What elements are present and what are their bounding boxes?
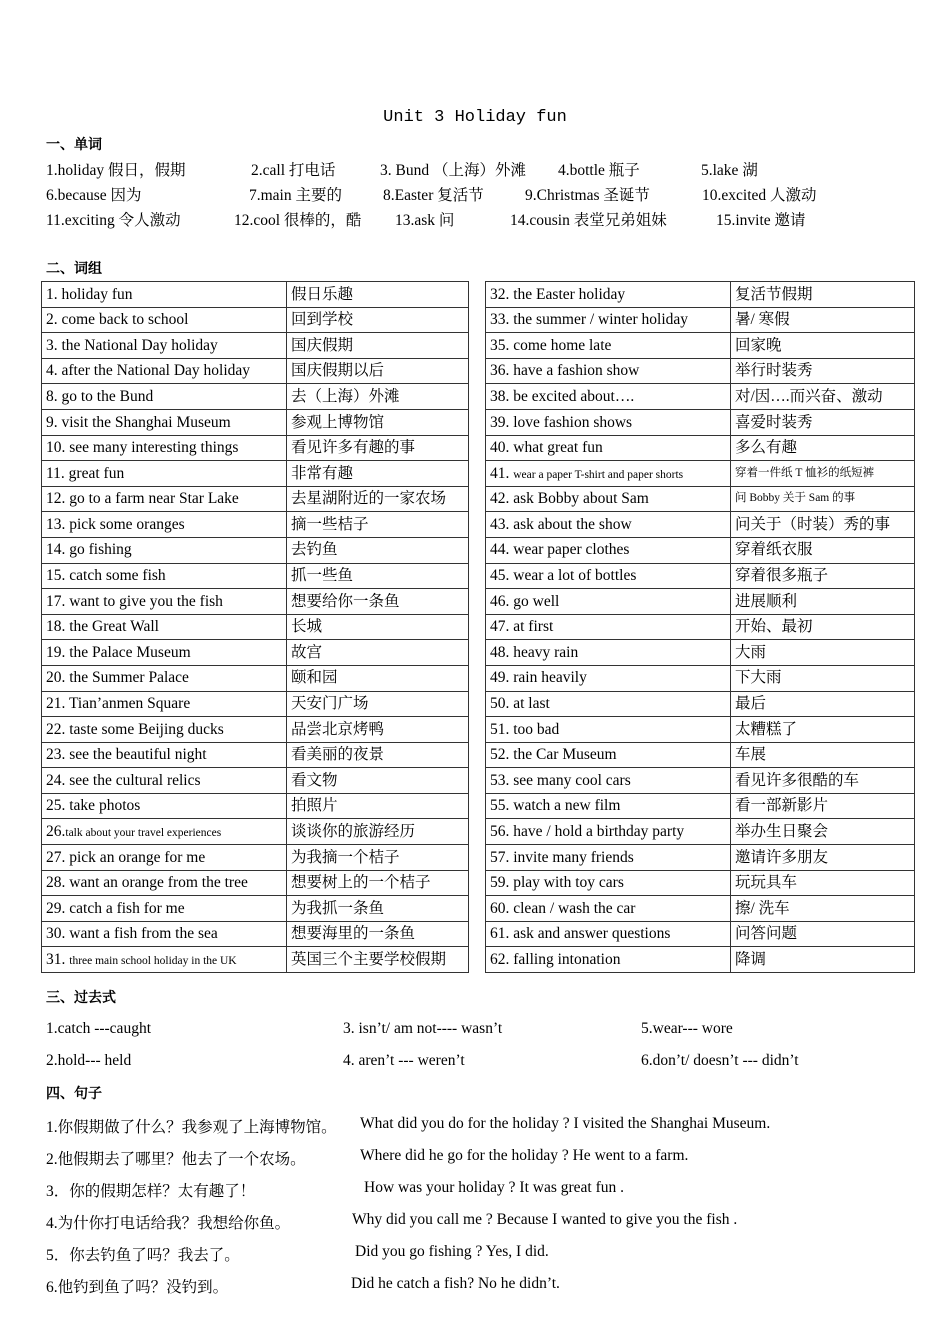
- phrase-row: [42, 793, 469, 819]
- sentence-zh: 2.他假期去了哪里？他去了一个农场。: [46, 1151, 306, 1168]
- phrase-en: 55. watch a new film: [486, 793, 731, 819]
- phrase-zh: 英国三个主要学校假期: [287, 947, 469, 973]
- phrase-row: [42, 358, 469, 384]
- phrase-zh: 穿着一件纸 T 恤衫的纸短裤: [731, 461, 915, 487]
- phrase-zh: 车展: [731, 742, 915, 768]
- phrase-row: [42, 512, 469, 538]
- phrase-en: 18. the Great Wall: [42, 614, 287, 640]
- phrase-zh: 想要海里的一条鱼: [287, 921, 469, 947]
- phrase-en: 36. have a fashion show: [486, 358, 731, 384]
- phrase-en: 62. falling intonation: [486, 947, 731, 973]
- sentence-row: [46, 1115, 771, 1137]
- phrase-zh: 为我摘一个桔子: [287, 845, 469, 871]
- phrase-en: 42. ask Bobby about Sam: [486, 486, 731, 512]
- past-tense-item: 3. isn’t/ am not---- wasn’t: [343, 1020, 503, 1037]
- phrase-row: [486, 486, 915, 512]
- phrase-zh: 长城: [287, 614, 469, 640]
- phrase-row: [486, 717, 915, 743]
- past-tense-item: 2.hold--- held: [46, 1052, 132, 1069]
- phrase-zh: 问答问题: [731, 921, 915, 947]
- phrase-row: [486, 640, 915, 666]
- phrase-zh: 看见许多很酷的车: [731, 768, 915, 794]
- past-tense-item: 6.don’t/ doesn’t --- didn’t: [641, 1052, 799, 1069]
- phrase-en: 43. ask about the show: [486, 512, 731, 538]
- phrase-en: 19. the Palace Museum: [42, 640, 287, 666]
- phrase-table-left: [41, 281, 469, 973]
- phrase-zh: 举办生日聚会: [731, 819, 915, 845]
- phrase-row: [486, 563, 915, 589]
- phrase-en: 35. come home late: [486, 333, 731, 359]
- phrase-row: [42, 845, 469, 871]
- phrase-en: 10. see many interesting things: [42, 435, 287, 461]
- phrase-row: [486, 768, 915, 794]
- phrase-row: [486, 384, 915, 410]
- phrase-zh: 为我抓一条鱼: [287, 896, 469, 922]
- phrase-en: 20. the Summer Palace: [42, 665, 287, 691]
- phrase-zh: 参观上博物馆: [287, 409, 469, 435]
- phrase-row: [42, 640, 469, 666]
- phrase-en: 3. the National Day holiday: [42, 333, 287, 359]
- phrase-en: 28. want an orange from the tree: [42, 870, 287, 896]
- phrase-row: [486, 947, 915, 973]
- phrase-en: 39. love fashion shows: [486, 409, 731, 435]
- phrase-zh: 降调: [731, 947, 915, 973]
- phrase-text: wear a paper T-shirt and paper shorts: [513, 468, 684, 481]
- phrase-zh: 摘一些桔子: [287, 512, 469, 538]
- phrase-number: 31.: [46, 950, 70, 968]
- phrase-row: [486, 870, 915, 896]
- phrase-en: [42, 819, 287, 845]
- phrase-zh: 品尝北京烤鸭: [287, 717, 469, 743]
- phrase-zh: 进展顺利: [731, 589, 915, 615]
- phrase-row: [42, 589, 469, 615]
- phrase-en: 17. want to give you the fish: [42, 589, 287, 615]
- phrase-en: 8. go to the Bund: [42, 384, 287, 410]
- sentence-zh: 3．你的假期怎样？太有趣了！: [46, 1183, 256, 1200]
- phrase-en: 22. taste some Beijing ducks: [42, 717, 287, 743]
- phrase-row: [486, 307, 915, 333]
- past-tense-item: 5.wear--- wore: [641, 1020, 733, 1037]
- vocab-item: 13.ask 问: [395, 212, 455, 229]
- phrase-zh: 开始、最初: [731, 614, 915, 640]
- phrase-row: [42, 717, 469, 743]
- phrase-zh: 回到学校: [287, 307, 469, 333]
- past-tense-item: 4. aren’t --- weren’t: [343, 1052, 465, 1069]
- phrase-row: [486, 614, 915, 640]
- phrase-zh: 国庆假期以后: [287, 358, 469, 384]
- phrase-zh: 非常有趣: [287, 461, 469, 487]
- phrase-row: [486, 921, 915, 947]
- phrase-row: [42, 435, 469, 461]
- phrase-en: 38. be excited about….: [486, 384, 731, 410]
- past-tense-item: 1.catch ---caught: [46, 1020, 151, 1037]
- phrase-en: 13. pick some oranges: [42, 512, 287, 538]
- phrase-en: 25. take photos: [42, 793, 287, 819]
- vocab-item: 4.bottle 瓶子: [558, 162, 640, 179]
- phrase-row: [42, 870, 469, 896]
- phrase-row: [486, 537, 915, 563]
- phrase-en: 15. catch some fish: [42, 563, 287, 589]
- vocab-item: 1.holiday 假日，假期: [46, 162, 186, 179]
- phrase-zh: 去钓鱼: [287, 537, 469, 563]
- phrase-row: [42, 819, 469, 845]
- phrase-row: [42, 742, 469, 768]
- phrase-row: [42, 486, 469, 512]
- phrase-zh: 穿着纸衣服: [731, 537, 915, 563]
- phrase-zh: 看一部新影片: [731, 793, 915, 819]
- phrase-text: three main school holiday in the UK: [69, 954, 237, 967]
- phrase-zh: 抓一些鱼: [287, 563, 469, 589]
- phrase-en: 52. the Car Museum: [486, 742, 731, 768]
- phrase-zh: 复活节假期: [731, 282, 915, 308]
- phrase-en: 57. invite many friends: [486, 845, 731, 871]
- phrase-en: 21. Tian’anmen Square: [42, 691, 287, 717]
- phrase-number: 26.: [46, 823, 66, 841]
- phrase-zh: 天安门广场: [287, 691, 469, 717]
- phrase-row: [42, 921, 469, 947]
- phrase-en: 9. visit the Shanghai Museum: [42, 409, 287, 435]
- phrase-number: 41.: [490, 464, 514, 482]
- page-title: Unit 3 Holiday fun: [383, 108, 567, 127]
- phrase-row: [486, 845, 915, 871]
- phrase-row: [486, 819, 915, 845]
- phrase-en: 60. clean / wash the car: [486, 896, 731, 922]
- phrase-zh: 喜爱时装秀: [731, 409, 915, 435]
- phrase-en: 45. wear a lot of bottles: [486, 563, 731, 589]
- phrase-row: [42, 409, 469, 435]
- phrase-zh: 邀请许多朋友: [731, 845, 915, 871]
- phrase-row: [486, 793, 915, 819]
- sentence-en: Where did he go for the holiday ? He went to a farm.: [360, 1147, 689, 1164]
- phrase-zh: 去（上海）外滩: [287, 384, 469, 410]
- sentence-row: [46, 1275, 560, 1297]
- phrase-zh: 玩玩具车: [731, 870, 915, 896]
- phrase-zh: 国庆假期: [287, 333, 469, 359]
- vocab-item: 7.main 主要的: [249, 187, 342, 204]
- phrase-zh: 想要树上的一个桔子: [287, 870, 469, 896]
- phrase-zh: 想要给你一条鱼: [287, 589, 469, 615]
- phrase-row: [42, 282, 469, 308]
- phrase-row: [486, 358, 915, 384]
- phrase-en: 56. have / hold a birthday party: [486, 819, 731, 845]
- phrase-zh: 对/因….而兴奋、激动: [731, 384, 915, 410]
- phrase-row: [486, 282, 915, 308]
- vocab-item: 3. Bund （上海）外滩: [380, 162, 526, 179]
- phrase-zh: 下大雨: [731, 665, 915, 691]
- phrase-zh: 问 Bobby 关于 Sam 的事: [731, 486, 915, 512]
- phrase-en: 33. the summer / winter holiday: [486, 307, 731, 333]
- phrase-en: [486, 461, 731, 487]
- sentence-zh: 4.为什你打电话给我？我想给你鱼。: [46, 1215, 291, 1232]
- vocab-item: 15.invite 邀请: [716, 212, 806, 229]
- vocab-item: 12.cool 很棒的，酷: [234, 212, 362, 229]
- phrase-en: 46. go well: [486, 589, 731, 615]
- vocab-item: 10.excited 人激动: [702, 187, 817, 204]
- phrase-row: [42, 384, 469, 410]
- phrase-table-right: [485, 281, 915, 973]
- phrase-zh: 举行时装秀: [731, 358, 915, 384]
- phrase-row: [42, 947, 469, 973]
- phrase-row: [42, 665, 469, 691]
- section-heading-sentences: 四、句子: [46, 1086, 102, 1102]
- phrase-zh: 回家晚: [731, 333, 915, 359]
- sentence-row: [46, 1147, 689, 1169]
- vocab-item: 11.exciting 令人激动: [46, 212, 181, 229]
- phrase-zh: 颐和园: [287, 665, 469, 691]
- sentence-en: Why did you call me ? Because I wanted to give you the fish .: [352, 1211, 738, 1228]
- vocab-item: 9.Christmas 圣诞节: [525, 187, 650, 204]
- phrase-row: [42, 307, 469, 333]
- phrase-row: [486, 691, 915, 717]
- phrase-row: [486, 333, 915, 359]
- vocab-item: 2.call 打电话: [251, 162, 336, 179]
- vocab-item: 14.cousin 表堂兄弟姐妹: [510, 212, 667, 229]
- phrase-zh: 故宫: [287, 640, 469, 666]
- phrase-zh: 太糟糕了: [731, 717, 915, 743]
- phrase-row: [42, 691, 469, 717]
- phrase-row: [486, 409, 915, 435]
- phrase-zh: 看见许多有趣的事: [287, 435, 469, 461]
- phrase-row: [486, 665, 915, 691]
- vocab-item: 5.lake 湖: [701, 162, 758, 179]
- phrase-zh: 大雨: [731, 640, 915, 666]
- phrase-en: 44. wear paper clothes: [486, 537, 731, 563]
- phrase-zh: 谈谈你的旅游经历: [287, 819, 469, 845]
- phrase-row: [42, 896, 469, 922]
- section-heading-past-tense: 三、过去式: [46, 990, 116, 1006]
- sentence-row: [46, 1179, 624, 1201]
- phrase-zh: 假日乐趣: [287, 282, 469, 308]
- section-heading-phrases: 二、词组: [46, 261, 102, 277]
- phrase-row: [42, 461, 469, 487]
- phrase-row: [486, 435, 915, 461]
- phrase-row: [42, 333, 469, 359]
- phrase-en: 32. the Easter holiday: [486, 282, 731, 308]
- phrase-en: 40. what great fun: [486, 435, 731, 461]
- phrase-en: [42, 947, 287, 973]
- phrase-en: 14. go fishing: [42, 537, 287, 563]
- phrase-en: 12. go to a farm near Star Lake: [42, 486, 287, 512]
- sentence-row: [46, 1243, 549, 1265]
- phrase-en: 50. at last: [486, 691, 731, 717]
- phrase-row: [42, 537, 469, 563]
- sentence-en: How was your holiday ? It was great fun .: [364, 1179, 624, 1196]
- sentence-zh: 6.他钓到鱼了吗？没钓到。: [46, 1279, 229, 1296]
- phrase-en: 48. heavy rain: [486, 640, 731, 666]
- vocab-item: 6.because 因为: [46, 187, 142, 204]
- phrase-zh: 问关于（时装）秀的事: [731, 512, 915, 538]
- phrase-en: 24. see the cultural relics: [42, 768, 287, 794]
- phrase-zh: 多么有趣: [731, 435, 915, 461]
- vocab-item: 8.Easter 复活节: [383, 187, 484, 204]
- phrase-zh: 看文物: [287, 768, 469, 794]
- phrase-en: 11. great fun: [42, 461, 287, 487]
- phrase-row: [42, 614, 469, 640]
- sentence-zh: 1.你假期做了什么？我参观了上海博物馆。: [46, 1119, 337, 1136]
- phrase-zh: 最后: [731, 691, 915, 717]
- phrase-en: 2. come back to school: [42, 307, 287, 333]
- phrase-en: 53. see many cool cars: [486, 768, 731, 794]
- phrase-en: 30. want a fish from the sea: [42, 921, 287, 947]
- phrase-zh: 拍照片: [287, 793, 469, 819]
- sentence-zh: 5．你去钓鱼了吗？我去了。: [46, 1247, 240, 1264]
- phrase-en: 51. too bad: [486, 717, 731, 743]
- phrase-zh: 穿着很多瓶子: [731, 563, 915, 589]
- section-heading-words: 一、单词: [46, 137, 102, 153]
- phrase-row: [486, 742, 915, 768]
- sentence-en: Did you go fishing ? Yes, I did.: [355, 1243, 549, 1260]
- phrase-en: 59. play with toy cars: [486, 870, 731, 896]
- phrase-en: 27. pick an orange for me: [42, 845, 287, 871]
- phrase-en: 1. holiday fun: [42, 282, 287, 308]
- phrase-en: 47. at first: [486, 614, 731, 640]
- phrase-en: 23. see the beautiful night: [42, 742, 287, 768]
- phrase-row: [42, 768, 469, 794]
- phrase-row: [486, 512, 915, 538]
- phrase-row: [486, 589, 915, 615]
- phrase-row: [42, 563, 469, 589]
- phrase-text: talk about your travel experiences: [65, 827, 222, 840]
- phrase-en: 61. ask and answer questions: [486, 921, 731, 947]
- phrase-en: 29. catch a fish for me: [42, 896, 287, 922]
- phrase-row: [486, 461, 915, 487]
- phrase-row: [486, 896, 915, 922]
- phrase-en: 4. after the National Day holiday: [42, 358, 287, 384]
- sentence-row: [46, 1211, 738, 1233]
- phrase-zh: 擦/ 洗车: [731, 896, 915, 922]
- phrase-en: 49. rain heavily: [486, 665, 731, 691]
- sentence-en: What did you do for the holiday ? I visited the Shanghai Museum.: [360, 1115, 771, 1132]
- sentence-en: Did he catch a fish? No he didn’t.: [351, 1275, 560, 1292]
- phrase-zh: 去星湖附近的一家农场: [287, 486, 469, 512]
- phrase-zh: 看美丽的夜景: [287, 742, 469, 768]
- phrase-zh: 暑/ 寒假: [731, 307, 915, 333]
